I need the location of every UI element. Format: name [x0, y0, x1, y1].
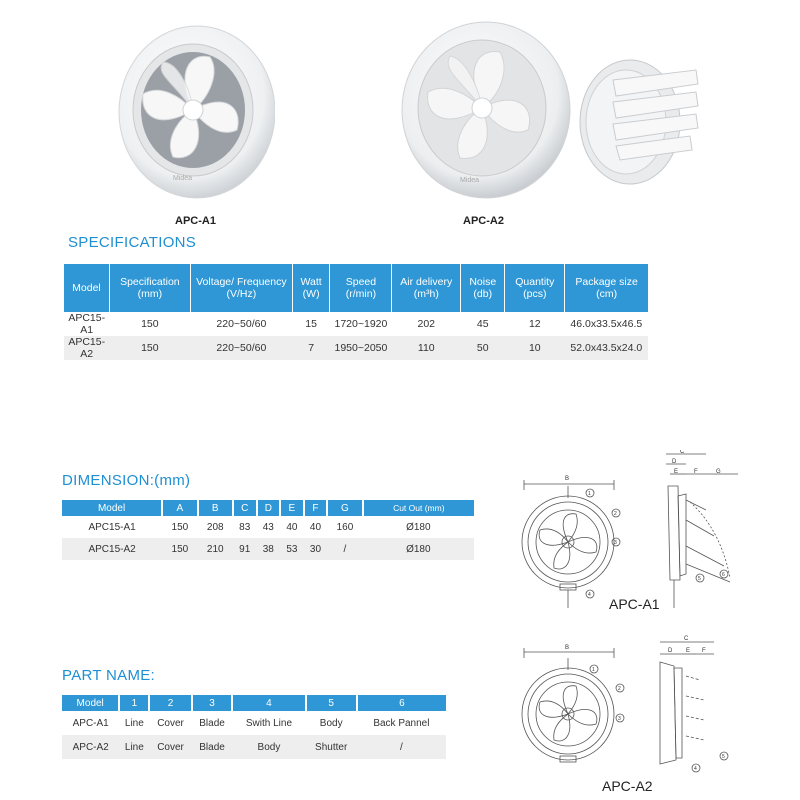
- specifications-header-3: Watt (W): [292, 264, 330, 312]
- specifications-header-2: Voltage/ Frequency (V/Hz): [190, 264, 292, 312]
- table-row: [62, 516, 474, 538]
- svg-text:4: 4: [588, 592, 591, 598]
- table-cell: 7: [292, 336, 330, 360]
- svg-text:D: D: [672, 459, 677, 465]
- table-cell: APC15-A2: [64, 336, 109, 360]
- svg-text:Midea: Midea: [460, 177, 480, 184]
- table-cell: APC15-A2: [62, 538, 162, 560]
- table-row: [64, 336, 648, 360]
- table-cell: 50: [461, 336, 505, 360]
- specifications-header-8: Package size (cm): [565, 264, 648, 312]
- table-cell: 210: [198, 538, 233, 560]
- table-cell: Ø180: [363, 538, 474, 560]
- spec-header-row: [64, 264, 648, 312]
- dimension-header-7: G: [327, 500, 362, 516]
- part-name-table: [62, 695, 446, 759]
- dim-body: [62, 516, 474, 560]
- part-name-header-3: 3: [192, 695, 233, 711]
- table-cell: 202: [417, 318, 436, 330]
- part-name-header-1: 1: [119, 695, 149, 711]
- specifications-header-7: Quantity (pcs): [505, 264, 565, 312]
- svg-text:6: 6: [722, 572, 725, 578]
- specifications-header-5: Air delivery (m³h): [392, 264, 461, 312]
- table-cell: Blade: [199, 717, 225, 729]
- table-cell: Line: [119, 735, 149, 759]
- table-cell: Body: [319, 717, 343, 729]
- part-header-row: [62, 695, 446, 711]
- dim-header-row: [62, 500, 474, 516]
- table-cell: 160: [336, 521, 354, 533]
- table-cell: APC15-A1: [88, 521, 136, 533]
- technical-drawing-a2: [510, 632, 770, 777]
- table-cell: 91: [233, 538, 257, 560]
- table-cell: 40: [309, 521, 322, 533]
- table-cell: Body: [232, 735, 305, 759]
- svg-text:Midea: Midea: [173, 175, 193, 182]
- table-row: [62, 735, 446, 759]
- part-name-title: PART NAME:: [62, 667, 156, 684]
- svg-text:4: 4: [694, 766, 697, 772]
- table-cell: 208: [206, 521, 224, 533]
- table-cell: APC-A2: [62, 735, 119, 759]
- table-cell: APC-A1: [72, 717, 109, 729]
- specifications-title: SPECIFICATIONS: [68, 234, 197, 251]
- svg-text:F: F: [694, 469, 698, 475]
- table-cell: 220~50/60: [190, 336, 292, 360]
- svg-text:B: B: [565, 645, 570, 651]
- dimension-header-4: D: [257, 500, 281, 516]
- product-caption-a1: APC-A1: [175, 215, 216, 227]
- table-cell: 45: [476, 318, 489, 330]
- table-cell: Ø180: [406, 521, 431, 533]
- table-row: [62, 538, 474, 560]
- table-cell: Line: [124, 717, 144, 729]
- svg-text:5: 5: [698, 576, 701, 582]
- table-cell: Back Pannel: [373, 717, 430, 729]
- table-cell: 1950~2050: [330, 336, 392, 360]
- svg-text:E: E: [674, 469, 679, 475]
- table-cell: 110: [392, 336, 461, 360]
- table-cell: Cover: [157, 717, 184, 729]
- table-cell: Swith Line: [245, 717, 293, 729]
- svg-text:E: E: [686, 648, 691, 654]
- part-name-header-6: 6: [357, 695, 446, 711]
- svg-text:D: D: [668, 648, 673, 654]
- svg-text:5: 5: [722, 754, 725, 760]
- svg-text:3: 3: [618, 716, 621, 722]
- part-body: [62, 711, 446, 759]
- product-image-apc-a1: [115, 12, 275, 202]
- table-cell: 1720~1920: [334, 318, 388, 330]
- part-name-header-4: 4: [232, 695, 305, 711]
- dimension-header-0: Model: [62, 500, 162, 516]
- specifications-header-1: Specification (mm): [109, 264, 190, 312]
- svg-text:3: 3: [614, 540, 617, 546]
- svg-text:1: 1: [588, 491, 591, 497]
- table-cell: Blade: [192, 735, 233, 759]
- table-cell: 46.0x33.5x46.5: [570, 318, 643, 330]
- table-cell: 52.0x43.5x24.0: [565, 336, 648, 360]
- svg-text:C: C: [680, 450, 685, 455]
- table-cell: /: [357, 735, 446, 759]
- diagram-label-a2: APC-A2: [602, 778, 653, 794]
- specifications-header-6: Noise (db): [461, 264, 505, 312]
- table-cell: 150: [141, 318, 159, 330]
- dimension-header-1: A: [162, 500, 197, 516]
- dimension-table: [62, 500, 474, 560]
- table-cell: 30: [304, 538, 328, 560]
- table-cell: 10: [505, 336, 565, 360]
- diagram-label-a1: APC-A1: [609, 596, 660, 612]
- table-cell: 150: [109, 336, 190, 360]
- table-cell: 83: [239, 521, 251, 533]
- svg-text:G: G: [716, 469, 721, 475]
- technical-drawing-a1: [510, 450, 770, 620]
- table-cell: 38: [257, 538, 281, 560]
- dimension-header-6: F: [304, 500, 328, 516]
- specifications-header-0: Model: [64, 264, 109, 312]
- svg-text:1: 1: [592, 667, 595, 673]
- table-cell: 43: [262, 521, 274, 533]
- part-name-header-5: 5: [306, 695, 357, 711]
- table-cell: 40: [286, 521, 298, 533]
- dimension-header-3: C: [233, 500, 257, 516]
- part-name-header-2: 2: [149, 695, 191, 711]
- svg-text:F: F: [702, 648, 706, 654]
- specifications-table: [64, 264, 648, 360]
- svg-text:C: C: [684, 636, 689, 642]
- svg-text:2: 2: [618, 686, 621, 692]
- table-cell: 150: [162, 538, 197, 560]
- table-cell: APC15-A1: [68, 312, 106, 336]
- table-cell: 220~50/60: [216, 318, 267, 330]
- dimension-title: DIMENSION:(mm): [62, 472, 191, 489]
- table-row: [62, 711, 446, 735]
- spec-body: [64, 312, 648, 360]
- table-cell: 12: [528, 318, 541, 330]
- part-name-header-0: Model: [62, 695, 119, 711]
- table-cell: Cover: [149, 735, 191, 759]
- table-cell: 150: [171, 521, 189, 533]
- dimension-header-2: B: [198, 500, 233, 516]
- table-cell: 15: [305, 318, 317, 330]
- dimension-header-8: Cut Out (mm): [363, 500, 474, 516]
- dimension-header-5: E: [280, 500, 304, 516]
- specifications-header-4: Speed (r/min): [330, 264, 392, 312]
- table-cell: /: [327, 538, 362, 560]
- product-caption-a2: APC-A2: [463, 215, 504, 227]
- product-image-apc-a2: [398, 10, 708, 200]
- dim-letter-b: B: [565, 476, 570, 482]
- svg-text:2: 2: [614, 511, 617, 517]
- table-cell: 53: [280, 538, 304, 560]
- table-cell: Shutter: [306, 735, 357, 759]
- table-row: [64, 312, 648, 336]
